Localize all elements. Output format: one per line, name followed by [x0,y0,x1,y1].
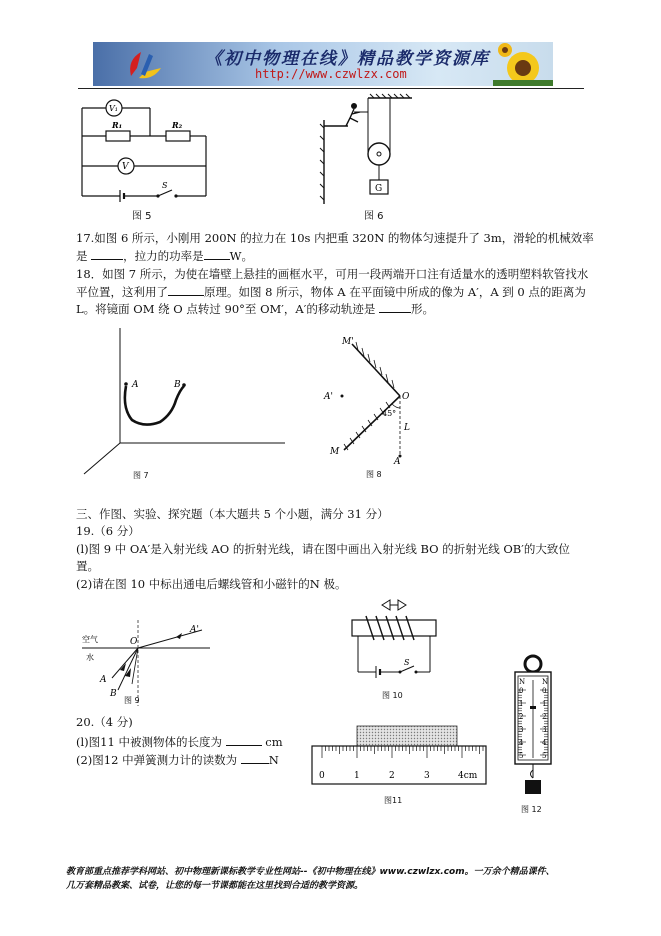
label-b: B [174,380,181,390]
figure-5-circuit [76,94,216,224]
q18-text-2: 原理。如图 8 所示，物体 A 在平面镜中所成的像为 A′，A 到 0 点的距离为 [204,285,586,299]
q17-text-1: 是 [76,249,92,263]
q19-part1-line2: 置。 [76,559,99,573]
figure-10-solenoid [344,598,444,694]
figure-12-spring-scale [506,654,560,800]
q20-blank-length[interactable] [226,733,262,746]
label-s10: S [404,658,410,667]
q18-line2 [76,283,586,300]
ruler-tick-4: 4cm [458,771,478,781]
header-url: http://www.czwlzx.com [255,67,407,81]
q20-part2 [76,751,279,768]
label-a8: A [394,457,401,466]
label-l: L [404,423,410,433]
header-rule [78,88,584,89]
q18-text-1: 平位置，这利用了 [76,285,168,299]
ruler-tick-2: 2 [389,771,395,781]
figure-8-caption: 图 8 [366,470,382,479]
label-o9: O [130,637,138,647]
figure-9-refraction [76,616,216,708]
label-water: 水 [86,653,94,662]
label-o: O [402,392,410,402]
label-m: M [330,447,340,457]
q18-line1: 18．如图 7 所示，为使在墙壁上悬挂的画框水平，可用一段两端开口注有适量水的透明塑料软管找水 [76,267,589,281]
label-r1: R₁ [112,120,123,130]
q19-title: 19.（6 分） [76,524,140,538]
label-a: A [132,380,139,390]
label-s: S [162,181,168,190]
label-v: V [122,162,129,172]
scale-right-label: N [542,678,549,686]
ruler-tick-1: 1 [354,771,360,781]
q20-title: 20.（4 分) [76,715,133,729]
scale-left-label: 5 [519,752,524,760]
q18-blank-principle[interactable] [168,283,204,296]
q20-text-1: (l)图11 中被测物体的长度为 [76,735,222,749]
q17-text-3: W。 [229,249,253,263]
q20-unit-cm: cm [265,735,283,749]
footer-line-1: 教育部重点推荐学科网站、初中物理新课标教学专业性网站--《初中物理在线》www.czwlzx.com。一万余个精品课件、 [66,867,555,877]
q18-line3 [76,300,434,317]
header-title: 《初中物理在线》精品教学资源库 [205,49,490,69]
scale-left-label: 0 [519,687,524,695]
figure-6-pulley [318,92,414,208]
q18-blank-shape[interactable] [379,300,411,313]
q17-text-2: ，拉力的功率是 [123,249,204,263]
label-a9: A [100,675,107,685]
scale-left-label: 1 [519,700,524,708]
section-3-heading: 三、作图、实验、探究题（本大题共 5 个小题，满分 31 分） [76,507,389,521]
q18-text-4: 形。 [410,302,434,316]
scale-right-label: 0 [542,687,547,695]
label-b9: B [110,689,117,699]
figure-9-caption: 图 9 [124,696,140,705]
figure-5-caption: 图 5 [132,211,152,222]
label-air: 空气 [82,635,98,644]
q20-blank-force[interactable] [241,751,269,764]
scale-right-label: 2 [542,713,547,721]
label-g: G [375,184,383,194]
header-banner [93,42,553,86]
q19-part2: (2)请在图 10 中标出通电后螺线管和小磁针的N 极。 [76,577,347,591]
scale-left-label: N [519,678,526,686]
logo-icon [123,46,167,84]
figure-11-caption: 图11 [384,796,403,805]
label-r2: R₂ [172,120,183,130]
figure-6-caption: 图 6 [364,211,384,222]
figure-8-mirror [318,332,418,466]
q20-text-2: (2)图12 中弹簧测力计的读数为 [76,753,238,767]
label-45: 45° [382,409,397,418]
scale-right-label: 1 [542,700,547,708]
label-a-prime: A' [324,392,333,402]
figure-10-caption: 图 10 [382,691,403,700]
q19-part1-line1: (l)图 9 中 OA′是入射光线 AO 的折射光线，请在图中画出入射光线 BO 的折射光线 OB′的大致位 [76,542,570,556]
scale-right-label: 4 [542,739,547,747]
ruler-tick-3: 3 [424,771,430,781]
q17-blank-efficiency[interactable] [91,247,123,260]
scale-left-label: 4 [519,739,524,747]
figure-7-tube [80,328,290,478]
scale-left-label: 3 [519,726,524,734]
figure-12-caption: 图 12 [521,805,542,814]
q18-text-3: L。将镜面 OM 绕 O 点转过 90°至 OM′，A′的移动轨迹是 [76,302,379,316]
scale-right-label: 3 [542,726,547,734]
q17-line1: 17.如图 6 所示，小刚用 200N 的拉力在 10s 内把重 320N 的物体匀速提升了 3m，滑轮的机械效率 [76,231,594,245]
q20-part1 [76,733,283,750]
scale-left-label: 2 [519,713,524,721]
figure-11-ruler [308,722,490,786]
scale-right-label: 5 [542,752,547,760]
figure-7-caption: 图 7 [133,471,149,480]
sunflower-icon [493,42,553,86]
q20-unit-n: N [268,753,279,767]
label-v1: V₁ [109,104,118,113]
q17-blank-power[interactable] [204,247,230,260]
label-a-prime9: A' [190,625,199,635]
label-m-prime: M' [342,337,354,347]
ruler-tick-0: 0 [319,771,325,781]
q17-line2 [76,247,253,264]
footer-line-2: 几万套精品教案、试卷，让您的每一节课都能在这里找到合适的教学资源。 [66,881,364,891]
